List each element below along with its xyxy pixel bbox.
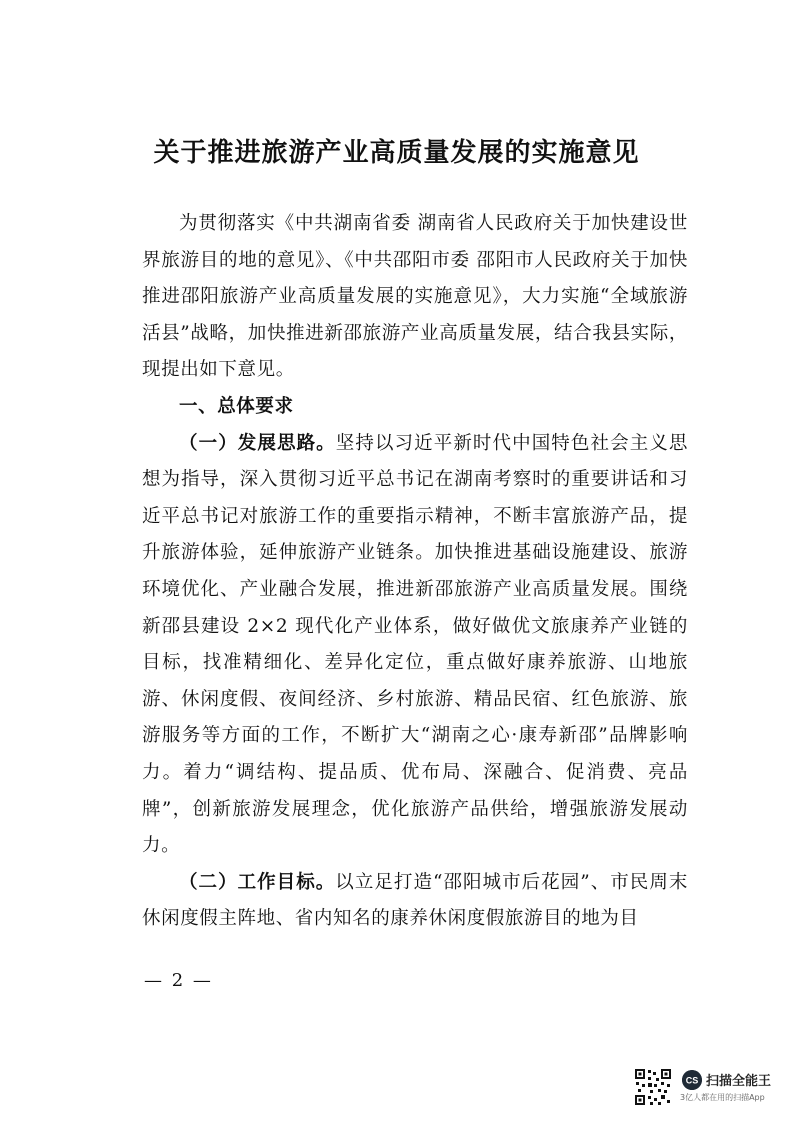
section-heading-text: 一、总体要求 <box>179 395 294 417</box>
logo-text: CS <box>685 1075 699 1086</box>
scanner-watermark <box>630 1064 790 1108</box>
page-number: — 2 — <box>144 970 213 991</box>
intro-paragraph: 为贯彻落实《中共湖南省委 湖南省人民政府关于加快建设世界旅游目的地的意见》、《中共邵阳市委 邵阳市人民政府关于加快推进邵阳旅游产业高质量发展的实施意见》，大力实施“全域旅游活县”战略，加快推进新邵旅游产业高质量发展，结合我县实际，现提出如下意见。 <box>142 213 688 381</box>
camscanner-logo-icon <box>682 1070 702 1090</box>
item1-heading: （一）发展思路。 <box>179 432 336 454</box>
item1-paragraph <box>142 426 688 865</box>
item2-heading: （二）工作目标。 <box>179 871 336 893</box>
brand-name: 扫描全能王 <box>706 1074 772 1089</box>
item1-text: 坚持以习近平新时代中国特色社会主义思想为指导，深入贯彻习近平总书记在湖南考察时的重要讲话和习近平总书记对旅游工作的重要指示精神，不断丰富旅游产品，提升旅游体验，延伸旅游产业链条。加快推进基础设施建设、旅游环境优化、产业融合发展，推进新邵旅游产业高质量发展。围绕新邵县建设 2×2 现代化产业体系，做好做优文旅康养产业链的目标，找准精细化、差异化定位，重点做好康养旅游、山地旅游、休闲度假、夜间经济、乡村旅游、精品民宿、红色旅游、旅游服务等方面的工作，不断扩大“湖南之心·康寿新邵”品牌影响力。着力“调结构、提品质、优布局、深融合、促消费、亮品牌”，创新旅游发展理念，优化旅游产品供给，增强旅游发展动力。 <box>142 432 688 857</box>
document-body <box>142 206 688 938</box>
item2-text: 以立足打造“邵阳城市后花园”、市民周末休闲度假主阵地、省内知名的康养休闲度假旅游目的地为目 <box>142 871 688 930</box>
section-heading <box>142 389 688 426</box>
brand-slogan: 3亿人都在用的扫描App <box>680 1093 765 1102</box>
document-title: 关于推进旅游产业高质量发展的实施意见 <box>153 138 640 168</box>
qr-code-icon <box>634 1068 672 1106</box>
item2-paragraph <box>142 865 688 938</box>
